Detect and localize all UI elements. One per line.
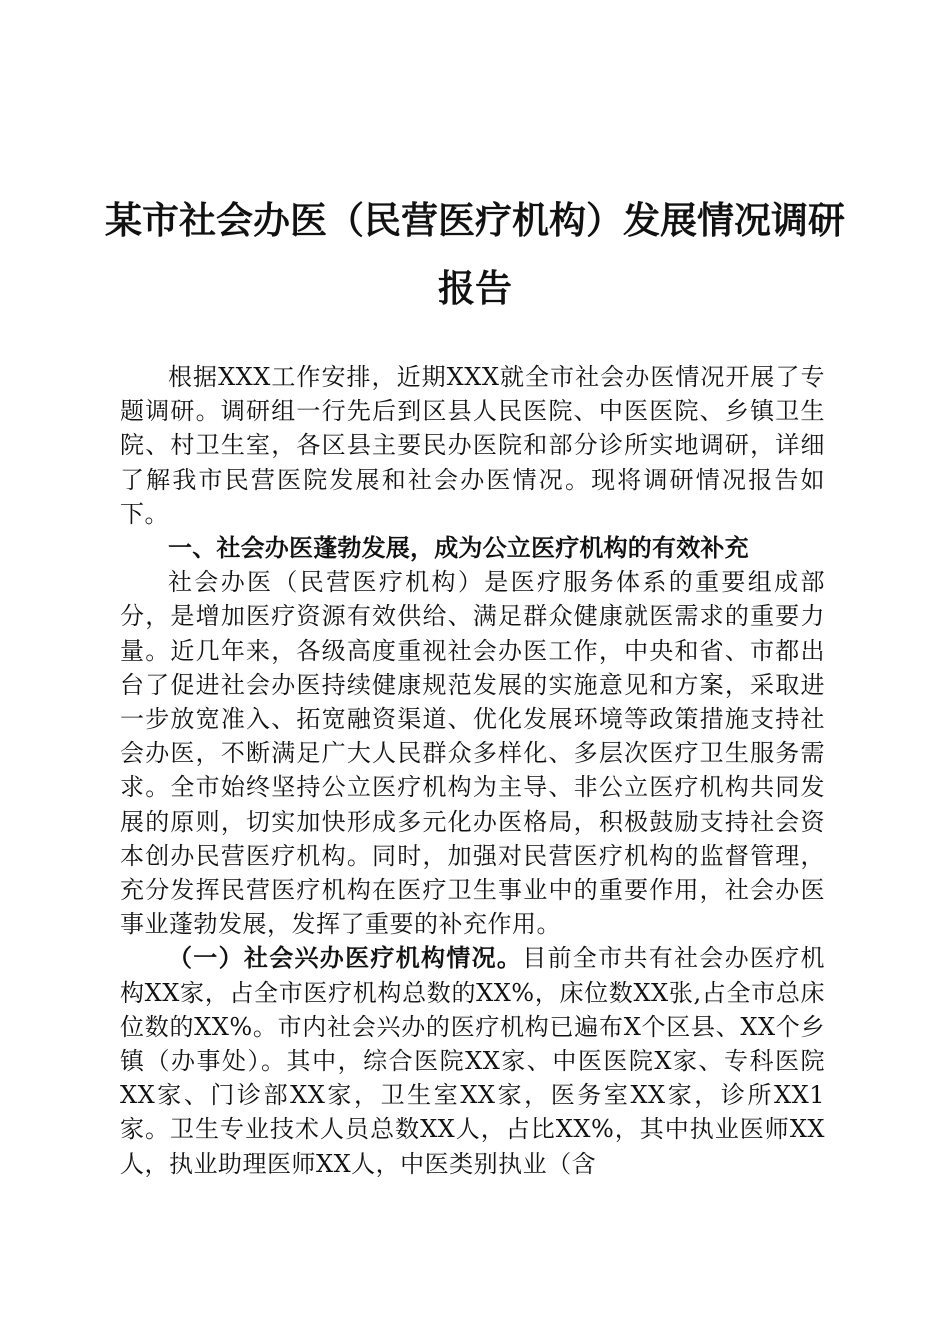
document-title-line1: 某市社会办医（民营医疗机构）发展情况调研 bbox=[105, 198, 845, 242]
subsection1-text: 目前全市共有社会办医疗机构XX家，占全市医疗机构总数的XX%，床位数XX张,占全市总床位数的XX%。市内社会兴办的医疗机构已遍布X个区县、XX个乡镇（办事处）。其中，综合医院XX家、中医医院X家、专科医院XX家、门诊部XX家，卫生室XX家，医务室XX家，诊所XX1家。卫生专业技术人员总数XX人，占比XX%，其中执业医师XX人，执业助理医师XX人，中医类别执业（含 bbox=[120, 944, 826, 1178]
section1-paragraph: 社会办医（民营医疗机构）是医疗服务体系的重要组成部分，是增加医疗资源有效供给、满足群众健康就医需求的重要力量。近几年来，各级高度重视社会办医工作，中央和省、市都出台了促进社会办医持续健康规范发展的实施意见和方案，采取进一步放宽准入、拓宽融资渠道、优化发展环境等政策措施支持社会办医，不断满足广大人民群众多样化、多层次医疗卫生服务需求。全市始终坚持公立医疗机构为主导、非公立医疗机构共同发展的原则，切实加快形成多元化办医格局，积极鼓励支持社会资本创办民营医疗机构。同时，加强对民营医疗机构的监督管理，充分发挥民营医疗机构在医疗卫生事业中的重要作用，社会办医事业蓬勃发展，发挥了重要的补充作用。 bbox=[120, 568, 825, 939]
intro-paragraph: 根据XXX工作安排，近期XXX就全市社会办医情况开展了专题调研。调研组一行先后到区县人民医院、中医医院、乡镇卫生院、村卫生室，各区县主要民办医院和部分诊所实地调研，详细了解我市民营医院发展和社会办医情况。现将调研情况报告如下。 bbox=[120, 363, 825, 528]
document-body bbox=[120, 360, 825, 1181]
document-title-line2: 报告 bbox=[438, 266, 512, 310]
section1-heading: 一、社会办医蓬勃发展，成为公立医疗机构的有效补充 bbox=[168, 534, 749, 563]
subsection1-heading: （一）社会兴办医疗机构情况。 bbox=[168, 944, 523, 973]
subsection1-paragraph bbox=[120, 941, 825, 1180]
